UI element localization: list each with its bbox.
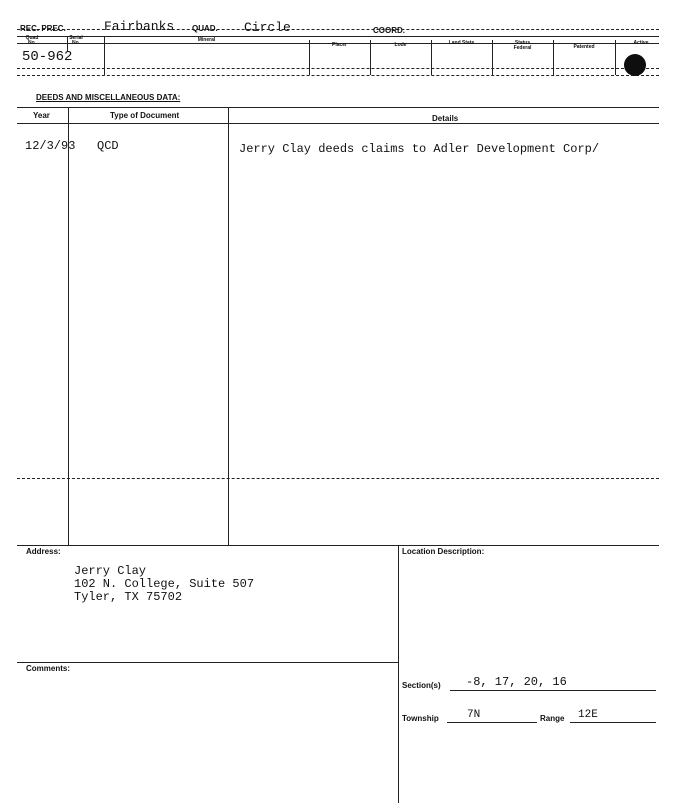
- deeds-header-rule: [17, 123, 659, 124]
- rec-prec-label: REC. PREC.: [20, 24, 66, 33]
- col-details: Details: [432, 114, 459, 123]
- coord-label: COORD.: [373, 26, 405, 35]
- location-description-label: Location Description:: [402, 547, 485, 556]
- address-line-2: 102 N. College, Suite 507: [74, 577, 255, 591]
- divider-type-details: [228, 107, 229, 545]
- address-line-1: Jerry Clay: [74, 564, 147, 578]
- divider-address-location: [398, 545, 399, 803]
- col-quad-no: Quad No.: [25, 35, 39, 46]
- range-underline: [570, 722, 656, 723]
- comments-label: Comments:: [26, 664, 71, 673]
- township-label: Township: [402, 714, 439, 723]
- deeds-bottom-rule: [17, 545, 659, 546]
- quad-value: Circle: [244, 20, 291, 35]
- range-value: 12E: [578, 709, 598, 721]
- deed-row-year: 12/3/93: [25, 139, 76, 153]
- deeds-table-top-rule: [17, 107, 659, 108]
- rec-prec-value: Fairbanks: [104, 19, 175, 34]
- col-active: Active: [633, 40, 649, 46]
- col-lode: Lode: [394, 42, 407, 48]
- col-mineral: Mineral: [197, 37, 216, 43]
- sections-value: -8, 17, 20, 16: [466, 675, 567, 689]
- range-label: Range: [540, 714, 565, 723]
- header-bottom-rule: [17, 68, 659, 69]
- address-line-3: Tyler, TX 75702: [74, 590, 183, 604]
- col-status-federal: Status Federal: [513, 40, 532, 51]
- sections-label: Section(s): [402, 681, 441, 690]
- address-bottom-rule: [17, 662, 398, 663]
- col-placer: Placer: [331, 42, 347, 48]
- divider-land-status: [492, 40, 493, 75]
- deeds-dashed-rule: [17, 478, 659, 479]
- township-underline: [447, 722, 537, 723]
- quad-serial-value: 50-962: [22, 49, 73, 65]
- quad-label: QUAD.: [192, 24, 218, 33]
- divider-lode-land: [431, 40, 432, 75]
- header-second-bottom-rule: [17, 75, 659, 76]
- col-land-state: Land State: [448, 40, 475, 46]
- col-year: Year: [33, 111, 50, 120]
- deed-row-details: Jerry Clay deeds claims to Adler Development Corp/: [239, 142, 600, 156]
- divider-year-type: [68, 107, 69, 545]
- col-serial-no: Serial No.: [69, 35, 83, 46]
- header-column-rule: [17, 36, 659, 37]
- col-type-of-document: Type of Document: [110, 111, 180, 120]
- address-label: Address:: [26, 547, 61, 556]
- deeds-section-title: DEEDS AND MISCELLANEOUS DATA:: [36, 93, 181, 102]
- deed-row-type: QCD: [97, 139, 119, 153]
- divider-patented-active: [615, 40, 616, 75]
- active-punch-dot: [624, 54, 646, 76]
- col-patented: Patented: [573, 44, 595, 50]
- township-value: 7N: [467, 709, 481, 721]
- sections-underline: [450, 690, 656, 691]
